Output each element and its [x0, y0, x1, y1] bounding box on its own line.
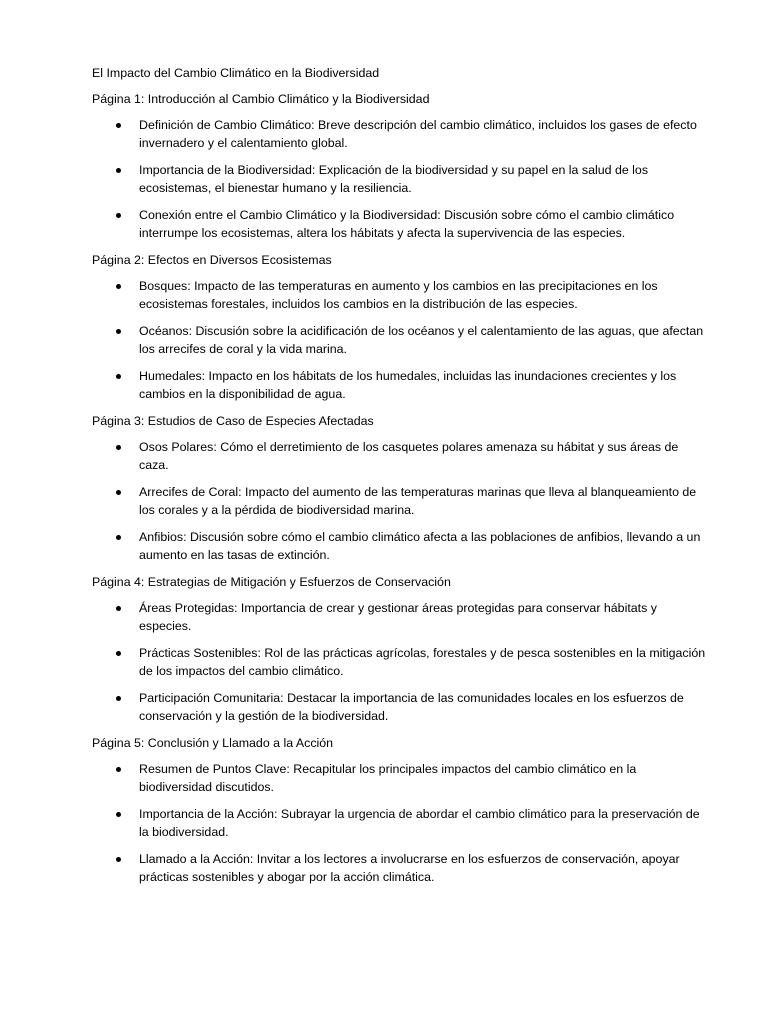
bullet-dot-icon [116, 445, 121, 450]
bullet-list [92, 438, 710, 564]
section-page-5 [92, 734, 710, 886]
section-heading: Página 1: Introducción al Cambio Climático y la Biodiversidad [92, 92, 430, 106]
list-item-text: Anfibios: Discusión sobre cómo el cambio climático afecta a las poblaciones de anfibios, llevando a un aumento en las tasas de extinción. [139, 530, 701, 562]
bullet-dot-icon [116, 812, 121, 817]
list-item-text: Áreas Protegidas: Importancia de crear y gestionar áreas protegidas para conservar hábitats y especies. [139, 601, 657, 633]
list-item-text: Océanos: Discusión sobre la acidificación de los océanos y el calentamiento de las aguas, que afectan los arrecifes de coral y la vida marina. [139, 324, 704, 356]
bullet-dot-icon [116, 168, 121, 173]
list-item [92, 805, 710, 841]
section-page-1 [92, 90, 710, 242]
bullet-list [92, 599, 710, 725]
list-item [92, 322, 710, 358]
list-item-text: Osos Polares: Cómo el derretimiento de los casquetes polares amenaza su hábitat y sus áreas de caza. [139, 440, 679, 472]
bullet-dot-icon [116, 857, 121, 862]
list-item [92, 760, 710, 796]
list-item-text: Llamado a la Acción: Invitar a los lectores a involucrarse en los esfuerzos de conservación, apoyar prácticas sostenibles y abogar por la acción climática. [139, 852, 680, 884]
list-item-text: Humedales: Impacto en los hábitats de los humedales, incluidas las inundaciones crecientes y los cambios en la disponibilidad de agua. [139, 369, 677, 401]
bullet-list [92, 116, 710, 242]
section-page-2 [92, 251, 710, 403]
bullet-list [92, 760, 710, 886]
list-item [92, 850, 710, 886]
list-item-text: Conexión entre el Cambio Climático y la Biodiversidad: Discusión sobre cómo el cambio climático interrumpe los ecosistemas, altera los hábitats y afecta la supervivencia de las especies. [139, 208, 675, 240]
bullet-dot-icon [116, 329, 121, 334]
list-item [92, 438, 710, 474]
bullet-dot-icon [116, 535, 121, 540]
list-item [92, 161, 710, 197]
list-item [92, 277, 710, 313]
bullet-dot-icon [116, 696, 121, 701]
list-item [92, 206, 710, 242]
bullet-dot-icon [116, 651, 121, 656]
list-item-text: Arrecifes de Coral: Impacto del aumento de las temperaturas marinas que lleva al blanqueamiento de los corales y a la pérdida de biodiversidad marina. [139, 485, 697, 517]
list-item-text: Resumen de Puntos Clave: Recapitular los principales impactos del cambio climático en la biodiversidad discutidos. [139, 762, 637, 794]
bullet-dot-icon [116, 213, 121, 218]
list-item-text: Definición de Cambio Climático: Breve descripción del cambio climático, incluidos los gases de efecto invernadero y el calentamiento global. [139, 118, 697, 150]
list-item [92, 116, 710, 152]
section-heading: Página 4: Estrategias de Mitigación y Esfuerzos de Conservación [92, 575, 451, 589]
list-item [92, 689, 710, 725]
section-page-4 [92, 573, 710, 725]
section-heading: Página 5: Conclusión y Llamado a la Acción [92, 736, 334, 750]
list-item-text: Participación Comunitaria: Destacar la importancia de las comunidades locales en los esfuerzos de conservación y la gestión de la biodiversidad. [139, 691, 684, 723]
list-item-text: Importancia de la Acción: Subrayar la urgencia de abordar el cambio climático para la preservación de la biodiversidad. [139, 807, 700, 839]
bullet-dot-icon [116, 606, 121, 611]
section-heading: Página 2: Efectos en Diversos Ecosistemas [92, 253, 332, 267]
list-item [92, 528, 710, 564]
list-item [92, 599, 710, 635]
bullet-dot-icon [116, 123, 121, 128]
section-heading: Página 3: Estudios de Caso de Especies Afectadas [92, 414, 374, 428]
bullet-dot-icon [116, 374, 121, 379]
list-item [92, 644, 710, 680]
bullet-dot-icon [116, 767, 121, 772]
bullet-list [92, 277, 710, 403]
section-page-3 [92, 412, 710, 564]
list-item-text: Bosques: Impacto de las temperaturas en aumento y los cambios en las precipitaciones en los ecosistemas forestales, incluidos los cambios en la distribución de las especies. [139, 279, 658, 311]
list-item-text: Importancia de la Biodiversidad: Explicación de la biodiversidad y su papel en la salud de los ecosistemas, el bienestar humano y la resiliencia. [139, 163, 649, 195]
document-title: El Impacto del Cambio Climático en la Biodiversidad [92, 66, 380, 80]
list-item [92, 367, 710, 403]
list-item [92, 483, 710, 519]
list-item-text: Prácticas Sostenibles: Rol de las prácticas agrícolas, forestales y de pesca sostenibles en la mitigación de los impactos del cambio climático. [139, 646, 706, 678]
bullet-dot-icon [116, 284, 121, 289]
bullet-dot-icon [116, 490, 121, 495]
